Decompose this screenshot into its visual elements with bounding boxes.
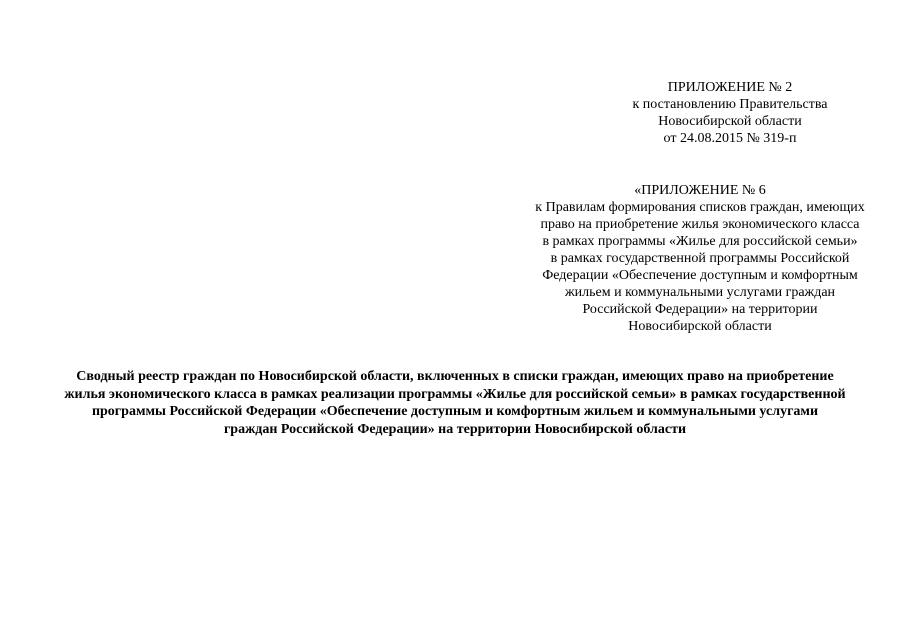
appendix-6-line: Новосибирской области — [628, 319, 772, 334]
title-line: граждан Российской Федерации» на территории Новосибирской области — [223, 421, 687, 437]
appendix-6-label: «ПРИЛОЖЕНИЕ № 6 — [634, 183, 766, 198]
appendix-6-line: Российской Федерации» на территории — [582, 302, 818, 317]
appendix-6-line: жильем и коммунальными услугами граждан — [564, 285, 836, 300]
appendix-6-line: к Правилам формирования списков граждан, имеющих — [535, 200, 865, 215]
appendix-6-line: Федерации «Обеспечение доступным и комфортным — [542, 268, 858, 283]
appendix-2-region: Новосибирской области — [658, 114, 802, 129]
title-line: жилья экономического класса в рамках реализации программы «Жилье для российской семьи» в рамках государственной — [64, 386, 846, 402]
appendix-2-label: ПРИЛОЖЕНИЕ № 2 — [667, 80, 793, 95]
document-title — [30, 368, 880, 438]
appendix-2-resolution-ref: к постановлению Правительства — [632, 97, 828, 112]
appendix-2-date-number: от 24.08.2015 № 319-п — [663, 131, 797, 146]
title-line: Сводный реестр граждан по Новосибирской области, включенных в списки граждан, имеющих право на приобретение — [76, 369, 834, 384]
appendix-6-line: в рамках программы «Жилье для российской семьи» — [542, 234, 858, 249]
appendix-2-header — [600, 79, 860, 147]
appendix-6-line: в рамках государственной программы Российской — [550, 251, 850, 266]
appendix-6-header — [500, 182, 900, 335]
title-line: программы Российской Федерации «Обеспечение доступным и комфортным жильем и коммунальными услугами — [91, 404, 819, 419]
appendix-6-line: право на приобретение жилья экономического класса — [540, 217, 860, 232]
